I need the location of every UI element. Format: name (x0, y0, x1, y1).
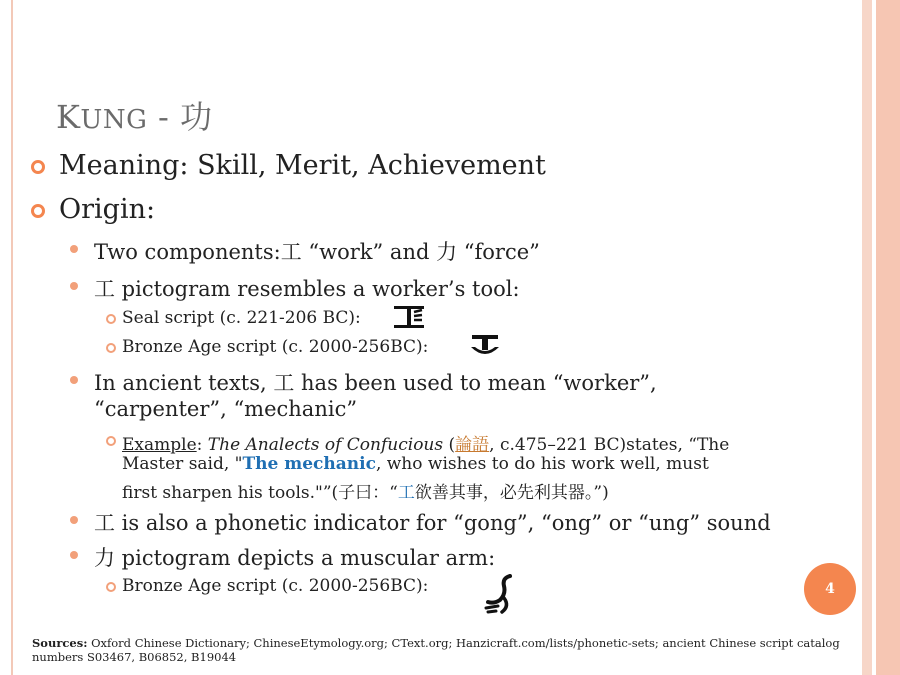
ring-bullet-icon (106, 436, 116, 446)
example-line2-a: Master said, " (122, 454, 243, 474)
dot-bullet-icon (70, 516, 78, 524)
example-line1 (122, 430, 729, 455)
example-after-link: , c.475–221 BC)states, “The (489, 435, 730, 455)
right-frame-band (862, 0, 872, 675)
title-separator: - (147, 98, 180, 136)
slide-title (56, 92, 213, 138)
dot-bullet-icon (70, 376, 78, 384)
page-number-badge: 4 (804, 563, 856, 615)
two-components-text: Two components:工 “work” and 力 “force” (94, 240, 540, 264)
right-frame-band-outer (876, 0, 900, 675)
title-initial: K (56, 98, 81, 136)
ring-bullet-icon (106, 314, 116, 324)
example-work-title: The Analects of Confucious (207, 435, 444, 455)
example-line3-a: first sharpen his tools."”(子曰：“ (122, 483, 398, 503)
title-character: 功 (180, 98, 213, 136)
left-frame-line (11, 0, 13, 675)
bullet-origin-text: Origin: (59, 194, 156, 225)
arm-bronze-text: Bronze Age script (c. 2000-256BC): (122, 576, 429, 596)
example-line3-b: 欲善其事，必先利其器。”) (414, 483, 609, 503)
bronze-script-text: Bronze Age script (c. 2000-256BC): (122, 337, 429, 357)
example-label: Example (122, 435, 197, 455)
bronze-script-li-glyph (482, 572, 522, 616)
sources-text: Oxford Chinese Dictionary; ChineseEtymology.org; CText.org; Hanzicraft.com/lists/phonetic-sets; ancient Chinese script catalog numbers S03467, B06852, B19044 (32, 636, 840, 664)
example-line3 (122, 478, 609, 503)
sources-footer (32, 636, 842, 664)
ancient-texts-line2: “carpenter”, “mechanic” (94, 397, 358, 421)
ring-bullet-icon (106, 343, 116, 353)
title-smallcaps: UNG (80, 105, 148, 135)
example-line2 (122, 454, 709, 474)
seal-script-text: Seal script (c. 221-206 BC): (122, 308, 361, 328)
bronze-script-gong-glyph (469, 333, 501, 359)
analects-link[interactable]: 論語 (455, 435, 490, 455)
circle-bullet-icon (30, 159, 46, 175)
ancient-texts-line1: In ancient texts, 工 has been used to mean “worker”, (94, 371, 657, 395)
circle-bullet-icon (30, 203, 46, 219)
sources-label: Sources: (32, 636, 88, 650)
ring-bullet-icon (106, 582, 116, 592)
dot-bullet-icon (70, 245, 78, 253)
arm-text: 力 pictogram depicts a muscular arm: (94, 546, 496, 570)
example-line2-b: , who wishes to do his work well, must (375, 454, 709, 474)
bullet-meaning-text: Meaning: Skill, Merit, Achievement (59, 150, 546, 181)
seal-script-gong-glyph (392, 304, 426, 330)
gong-highlight: 工 (397, 483, 415, 503)
phonetic-text: 工 is also a phonetic indicator for “gong”, “ong” or “ung” sound (94, 511, 771, 535)
example-open: ( (443, 435, 456, 455)
example-colon: : (196, 435, 208, 455)
pictogram-tool-text: 工 pictogram resembles a worker’s tool: (94, 277, 520, 301)
dot-bullet-icon (70, 551, 78, 559)
mechanic-highlight: The mechanic (242, 454, 376, 474)
dot-bullet-icon (70, 282, 78, 290)
